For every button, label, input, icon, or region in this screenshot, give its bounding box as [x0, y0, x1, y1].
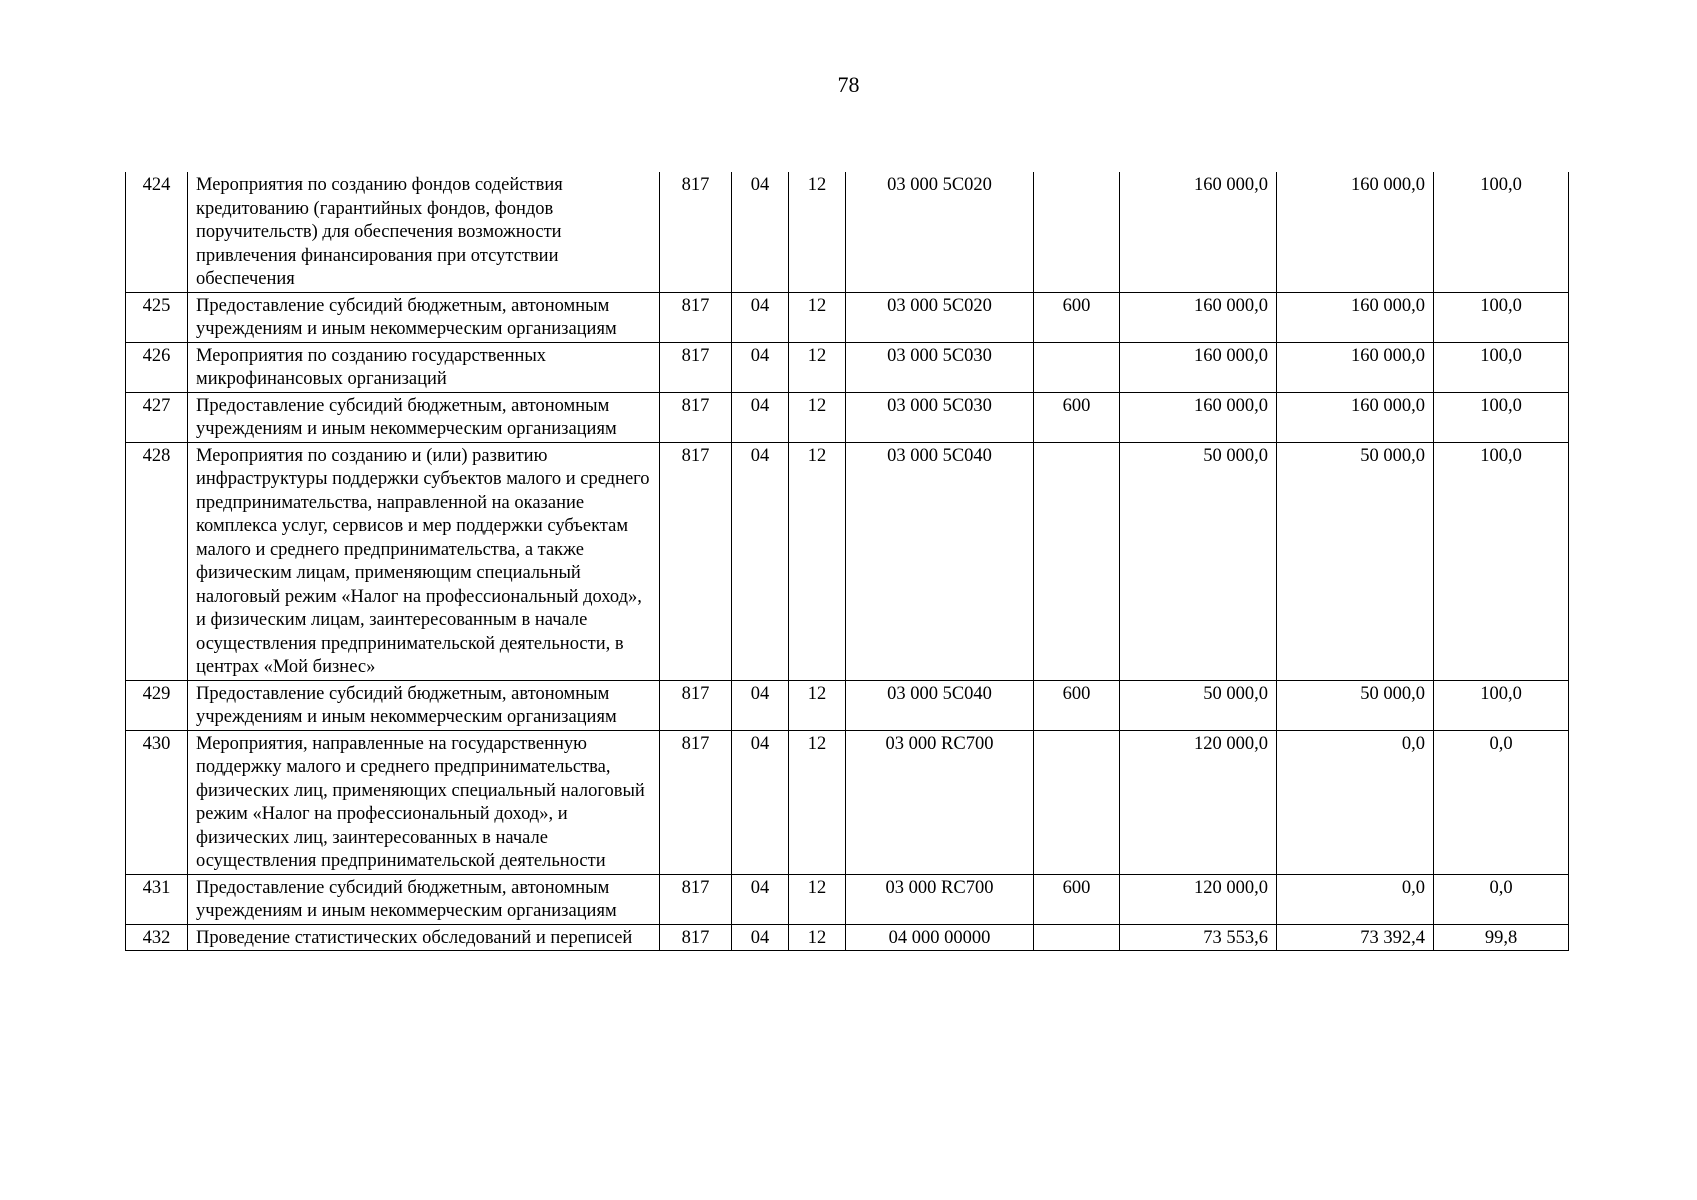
table-row: [126, 874, 1569, 924]
item-name-cell: Проведение статистических обследований и переписей: [188, 924, 660, 951]
expense-type-cell: 600: [1034, 874, 1120, 924]
table-row: [126, 442, 1569, 680]
ministry-code-cell: 817: [660, 680, 732, 730]
row-number-cell: 428: [126, 442, 188, 680]
expense-type-cell: [1034, 442, 1120, 680]
planned-amount-cell: 160 000,0: [1120, 392, 1277, 442]
subsection-code-cell: 12: [789, 924, 846, 951]
section-code-cell: 04: [732, 924, 789, 951]
subsection-code-cell: 12: [789, 730, 846, 874]
actual-amount-cell: 0,0: [1277, 730, 1434, 874]
target-article-cell: 03 000 5С040: [846, 442, 1034, 680]
row-number-cell: 424: [126, 172, 188, 292]
table-row: [126, 172, 1569, 292]
expense-type-cell: [1034, 172, 1120, 292]
table-row: [126, 924, 1569, 951]
target-article-cell: 03 000 5С020: [846, 172, 1034, 292]
execution-percent-cell: 0,0: [1434, 730, 1569, 874]
target-article-cell: 03 000 5С020: [846, 292, 1034, 342]
row-number-cell: 425: [126, 292, 188, 342]
expense-type-cell: [1034, 730, 1120, 874]
target-article-cell: 04 000 00000: [846, 924, 1034, 951]
row-number-cell: 432: [126, 924, 188, 951]
execution-percent-cell: 99,8: [1434, 924, 1569, 951]
execution-percent-cell: 100,0: [1434, 442, 1569, 680]
actual-amount-cell: 50 000,0: [1277, 680, 1434, 730]
planned-amount-cell: 50 000,0: [1120, 442, 1277, 680]
execution-percent-cell: 100,0: [1434, 680, 1569, 730]
row-number-cell: 427: [126, 392, 188, 442]
page-number: 78: [837, 72, 860, 97]
actual-amount-cell: 0,0: [1277, 874, 1434, 924]
table-row: [126, 342, 1569, 392]
actual-amount-cell: 73 392,4: [1277, 924, 1434, 951]
expense-type-cell: 600: [1034, 292, 1120, 342]
ministry-code-cell: 817: [660, 442, 732, 680]
execution-percent-cell: 100,0: [1434, 342, 1569, 392]
table-body: [126, 172, 1569, 951]
budget-table: [125, 172, 1569, 951]
item-name-cell: Мероприятия по созданию фондов содействия кредитованию (гарантийных фондов, фондов поручительств) для обеспечения возможности привлечения финансирования при отсутствии обеспечения: [188, 172, 660, 292]
item-name-cell: Предоставление субсидий бюджетным, автономным учреждениям и иным некоммерческим организациям: [188, 392, 660, 442]
table-row: [126, 292, 1569, 342]
expense-type-cell: [1034, 924, 1120, 951]
subsection-code-cell: 12: [789, 680, 846, 730]
target-article-cell: 03 000 5С040: [846, 680, 1034, 730]
actual-amount-cell: 160 000,0: [1277, 342, 1434, 392]
subsection-code-cell: 12: [789, 172, 846, 292]
planned-amount-cell: 160 000,0: [1120, 172, 1277, 292]
row-number-cell: 431: [126, 874, 188, 924]
row-number-cell: 429: [126, 680, 188, 730]
execution-percent-cell: 100,0: [1434, 292, 1569, 342]
target-article-cell: 03 000 5С030: [846, 342, 1034, 392]
actual-amount-cell: 160 000,0: [1277, 392, 1434, 442]
planned-amount-cell: 73 553,6: [1120, 924, 1277, 951]
section-code-cell: 04: [732, 292, 789, 342]
planned-amount-cell: 120 000,0: [1120, 730, 1277, 874]
ministry-code-cell: 817: [660, 392, 732, 442]
expense-type-cell: 600: [1034, 392, 1120, 442]
target-article-cell: 03 000 RC700: [846, 874, 1034, 924]
section-code-cell: 04: [732, 172, 789, 292]
item-name-cell: Предоставление субсидий бюджетным, автономным учреждениям и иным некоммерческим организациям: [188, 680, 660, 730]
item-name-cell: Мероприятия, направленные на государственную поддержку малого и среднего предпринимательства, физических лиц, применяющих специальный налоговый режим «Налог на профессиональный доход», и физических лиц, заинтересованных в начале осуществления предпринимательской деятельности: [188, 730, 660, 874]
item-name-cell: Мероприятия по созданию государственных микрофинансовых организаций: [188, 342, 660, 392]
planned-amount-cell: 160 000,0: [1120, 342, 1277, 392]
ministry-code-cell: 817: [660, 292, 732, 342]
section-code-cell: 04: [732, 442, 789, 680]
ministry-code-cell: 817: [660, 342, 732, 392]
subsection-code-cell: 12: [789, 292, 846, 342]
ministry-code-cell: 817: [660, 874, 732, 924]
actual-amount-cell: 50 000,0: [1277, 442, 1434, 680]
section-code-cell: 04: [732, 342, 789, 392]
execution-percent-cell: 100,0: [1434, 392, 1569, 442]
target-article-cell: 03 000 5С030: [846, 392, 1034, 442]
section-code-cell: 04: [732, 874, 789, 924]
subsection-code-cell: 12: [789, 874, 846, 924]
table-row: [126, 680, 1569, 730]
item-name-cell: Предоставление субсидий бюджетным, автономным учреждениям и иным некоммерческим организациям: [188, 874, 660, 924]
actual-amount-cell: 160 000,0: [1277, 172, 1434, 292]
planned-amount-cell: 160 000,0: [1120, 292, 1277, 342]
table-row: [126, 730, 1569, 874]
section-code-cell: 04: [732, 392, 789, 442]
expense-type-cell: 600: [1034, 680, 1120, 730]
row-number-cell: 426: [126, 342, 188, 392]
execution-percent-cell: 0,0: [1434, 874, 1569, 924]
actual-amount-cell: 160 000,0: [1277, 292, 1434, 342]
expense-type-cell: [1034, 342, 1120, 392]
subsection-code-cell: 12: [789, 442, 846, 680]
subsection-code-cell: 12: [789, 342, 846, 392]
execution-percent-cell: 100,0: [1434, 172, 1569, 292]
item-name-cell: Предоставление субсидий бюджетным, автономным учреждениям и иным некоммерческим организациям: [188, 292, 660, 342]
section-code-cell: 04: [732, 730, 789, 874]
planned-amount-cell: 120 000,0: [1120, 874, 1277, 924]
ministry-code-cell: 817: [660, 730, 732, 874]
planned-amount-cell: 50 000,0: [1120, 680, 1277, 730]
ministry-code-cell: 817: [660, 924, 732, 951]
target-article-cell: 03 000 RC700: [846, 730, 1034, 874]
row-number-cell: 430: [126, 730, 188, 874]
item-name-cell: Мероприятия по созданию и (или) развитию инфраструктуры поддержки субъектов малого и среднего предпринимательства, направленной на оказание комплекса услуг, сервисов и мер поддержки субъектам малого и среднего предпринимательства, а также физическим лицам, применяющим специальный налоговый режим «Налог на профессиональный доход», и физическим лицам, заинтересованным в начале осуществления предпринимательской деятельности, в центрах «Мой бизнес»: [188, 442, 660, 680]
section-code-cell: 04: [732, 680, 789, 730]
ministry-code-cell: 817: [660, 172, 732, 292]
subsection-code-cell: 12: [789, 392, 846, 442]
table-row: [126, 392, 1569, 442]
